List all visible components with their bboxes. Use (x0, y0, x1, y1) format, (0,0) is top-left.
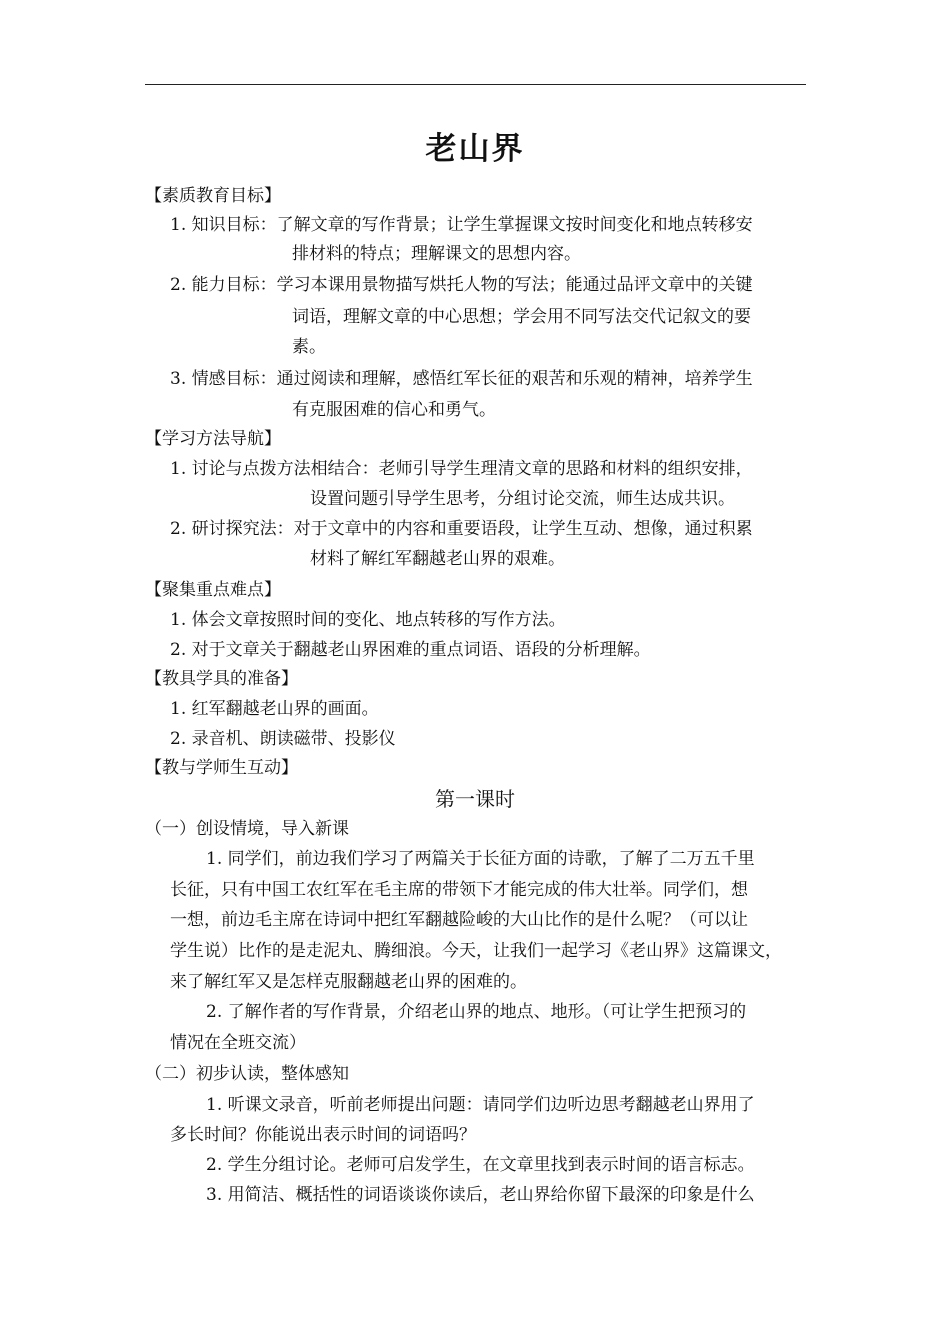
goal-ability-line3: 素。 (292, 337, 326, 357)
section-heading-goals: 【素质教育目标】 (145, 186, 281, 206)
lesson-step-2-heading: （二）初步认读，整体感知 (145, 1064, 349, 1084)
method-discussion-line2: 设置问题引导学生思考，分组讨论交流，师生达成共识。 (310, 489, 735, 509)
goal-ability-line2: 词语，理解文章的中心思想；学会用不同写法交代记叙文的要 (292, 307, 751, 327)
method-research-line1: 2. 研讨探究法：对于文章中的内容和重要语段，让学生互动、想像，通过积累 (170, 519, 753, 539)
lesson-subtitle: 第一课时 (435, 787, 515, 811)
lesson-paragraph-line: 学生说）比作的是走泥丸、腾细浪。今天，让我们一起学习《老山界》这篇课文， (170, 941, 782, 961)
tool-2: 2. 录音机、朗读磁带、投影仪 (170, 729, 396, 749)
keypoint-1: 1. 体会文章按照时间的变化、地点转移的写作方法。 (170, 610, 566, 630)
goal-knowledge-line2: 排材料的特点；理解课文的思想内容。 (292, 244, 581, 264)
goal-knowledge-line1: 1. 知识目标：了解文章的写作背景；让学生掌握课文按时间变化和地点转移安 (170, 215, 753, 235)
section-heading-keypoints: 【聚集重点难点】 (145, 580, 281, 600)
lesson-paragraph-line: 1. 听课文录音，听前老师提出问题：请同学们边听边思考翻越老山界用了 (206, 1095, 755, 1115)
section-heading-tools: 【教具学具的准备】 (145, 669, 298, 689)
lesson-paragraph-line: 1. 同学们，前边我们学习了两篇关于长征方面的诗歌，了解了二万五千里 (206, 849, 755, 869)
lesson-paragraph-line: 2. 学生分组讨论。老师可启发学生，在文章里找到表示时间的语言标志。 (206, 1155, 755, 1175)
method-research-line2: 材料了解红军翻越老山界的艰难。 (310, 549, 565, 569)
goal-emotion-line2: 有克服困难的信心和勇气。 (292, 400, 496, 420)
lesson-paragraph-line: 长征，只有中国工农红军在毛主席的带领下才能完成的伟大壮举。同学们，想 (170, 880, 748, 900)
tool-1: 1. 红军翻越老山界的画面。 (170, 699, 379, 719)
section-heading-methods: 【学习方法导航】 (145, 429, 281, 449)
method-discussion-line1: 1. 讨论与点拨方法相结合：老师引导学生理清文章的思路和材料的组织安排， (170, 459, 753, 479)
lesson-paragraph-line: 多长时间？你能说出表示时间的词语吗？ (170, 1125, 476, 1145)
lesson-step-1-heading: （一）创设情境，导入新课 (145, 819, 349, 839)
lesson-paragraph-line: 3. 用简洁、概括性的词语谈谈你读后，老山界给你留下最深的印象是什么 (206, 1185, 755, 1205)
header-rule (145, 84, 806, 85)
goal-emotion-line1: 3. 情感目标：通过阅读和理解，感悟红军长征的艰苦和乐观的精神，培养学生 (170, 369, 753, 389)
page-title: 老山界 (425, 131, 525, 167)
lesson-paragraph-line: 2. 了解作者的写作背景，介绍老山界的地点、地形。（可让学生把预习的 (206, 1002, 747, 1022)
lesson-paragraph-line: 来了解红军又是怎样克服翻越老山界的困难的。 (170, 972, 527, 992)
section-heading-interaction: 【教与学师生互动】 (145, 758, 298, 778)
lesson-paragraph-line: 一想，前边毛主席在诗词中把红军翻越险峻的大山比作的是什么呢？（可以让 (170, 910, 748, 930)
lesson-paragraph-line: 情况在全班交流） (170, 1033, 306, 1053)
goal-ability-line1: 2. 能力目标：学习本课用景物描写烘托人物的写法；能通过品评文章中的关键 (170, 275, 753, 295)
keypoint-2: 2. 对于文章关于翻越老山界困难的重点词语、语段的分析理解。 (170, 640, 651, 660)
